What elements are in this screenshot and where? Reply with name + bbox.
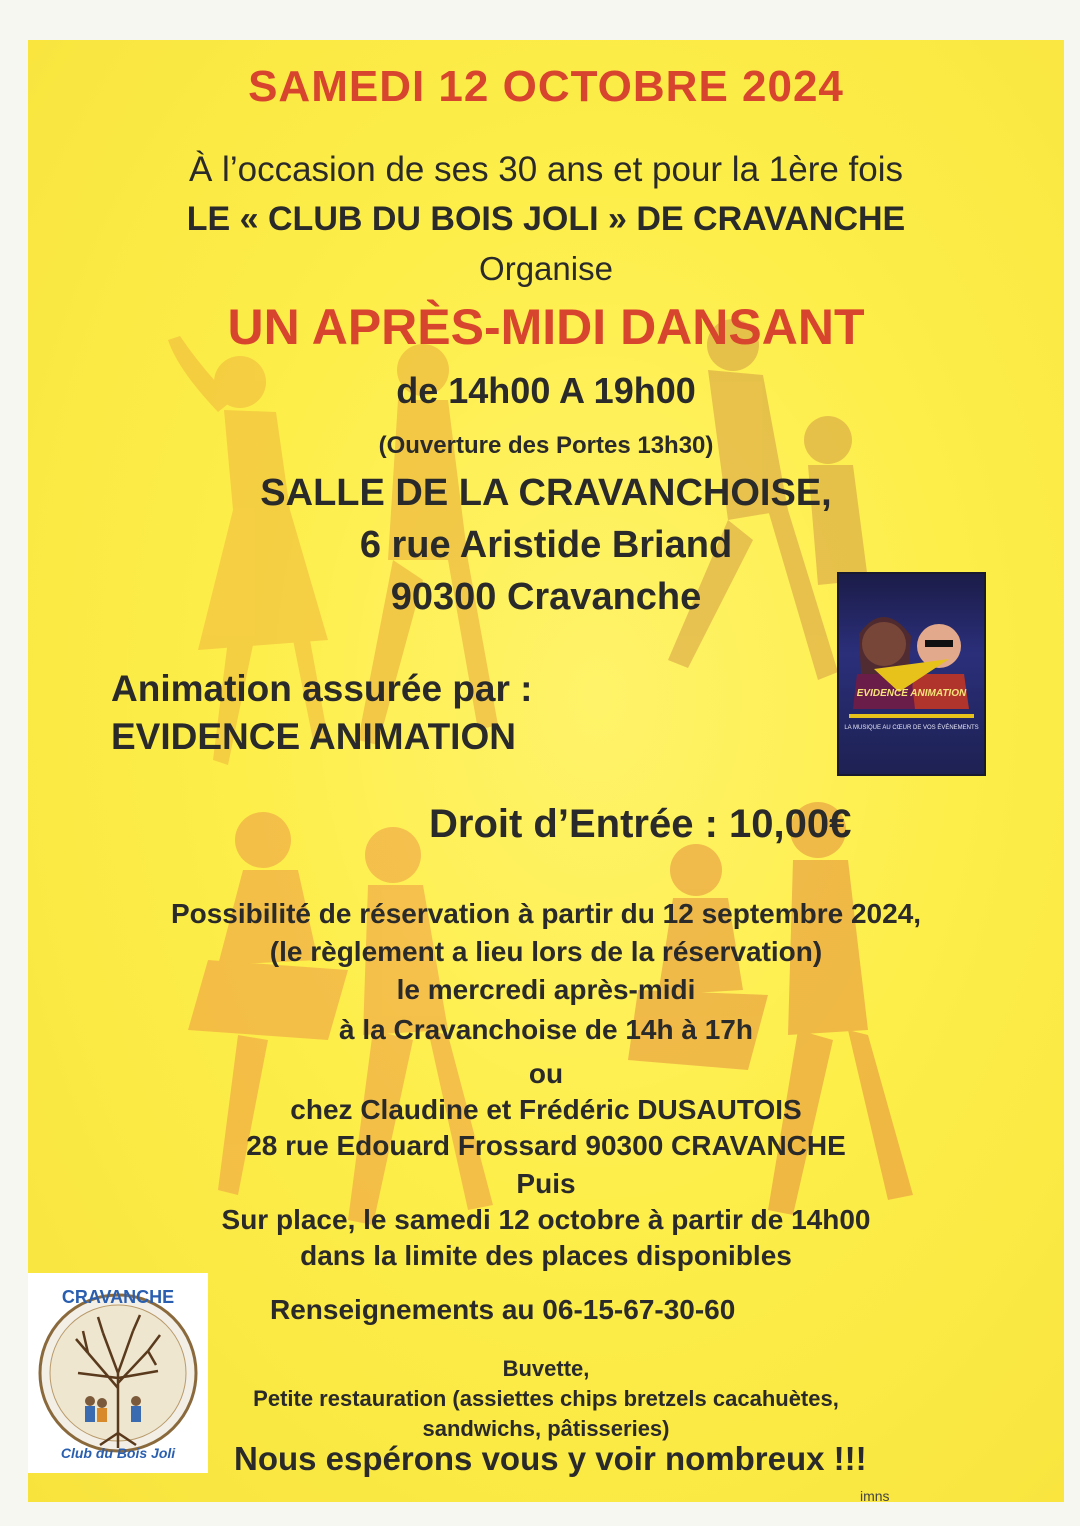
venue-city: 90300 Cravanche — [390, 576, 702, 618]
club-name: LE « CLUB DU BOIS JOLI » DE CRAVANCHE — [186, 200, 906, 238]
photo-tagline-text: LA MUSIQUE AU CŒUR DE VOS ÉVÉNEMENTS — [844, 725, 979, 731]
occasion-text: À l’occasion de ses 30 ans et pour la 1ère fois — [188, 150, 904, 189]
closing-message: Nous espérons vous y voir nombreux !!! — [234, 1440, 867, 1477]
buvette-text: Buvette, — [502, 1356, 590, 1381]
event-date: SAMEDI 12 OCTOBRE 2024 — [248, 62, 844, 111]
reservation-line-7: 28 rue Edouard Frossard 90300 CRAVANCHE — [246, 1130, 846, 1161]
reservation-line-10: dans la limite des places disponibles — [300, 1240, 792, 1271]
reservation-line-3: le mercredi après-midi — [396, 974, 696, 1005]
food-line-1: Petite restauration (assiettes chips bretzels cacahuètes, — [253, 1386, 839, 1411]
reservation-line-1: Possibilité de réservation à partir du 12 septembre 2024, — [170, 898, 922, 929]
venue-street: 6 rue Aristide Briand — [359, 524, 733, 566]
doors-opening: (Ouverture des Portes 13h30) — [378, 432, 714, 459]
evidence-animation-photo — [837, 572, 986, 776]
footer-mark: imns — [860, 1488, 890, 1502]
reservation-line-6: chez Claudine et Frédéric DUSAUTOIS — [290, 1094, 802, 1125]
food-line-2: sandwichs, pâtisseries) — [422, 1416, 670, 1441]
event-title: UN APRÈS-MIDI DANSANT — [227, 299, 865, 355]
reservation-line-9: Sur place, le samedi 12 octobre à partir de 14h00 — [221, 1204, 871, 1235]
event-poster — [28, 40, 1064, 1502]
reservation-line-8: Puis — [516, 1168, 576, 1199]
entry-price: Droit d’Entrée : 10,00€ — [429, 802, 852, 846]
animation-label: Animation assurée par : — [111, 668, 533, 709]
animation-name: EVIDENCE ANIMATION — [111, 716, 516, 757]
reservation-line-2: (le règlement a lieu lors de la réservation) — [269, 936, 823, 967]
venue-name: SALLE DE LA CRAVANCHOISE, — [260, 472, 832, 514]
info-phone: Renseignements au 06-15-67-30-60 — [270, 1294, 736, 1325]
reservation-line-5: ou — [528, 1058, 564, 1089]
photo-brand-text: EVIDENCE ANIMATION — [856, 688, 967, 699]
performers-icon — [839, 574, 984, 774]
logo-top-text: CRAVANCHE — [61, 1287, 175, 1307]
organise-text: Organise — [479, 250, 613, 287]
reservation-line-4: à la Cravanchoise de 14h à 17h — [339, 1014, 753, 1045]
club-logo — [28, 1273, 208, 1473]
event-hours: de 14h00 A 19h00 — [396, 370, 696, 411]
logo-bottom-text: Club du Bois Joli — [60, 1445, 176, 1461]
